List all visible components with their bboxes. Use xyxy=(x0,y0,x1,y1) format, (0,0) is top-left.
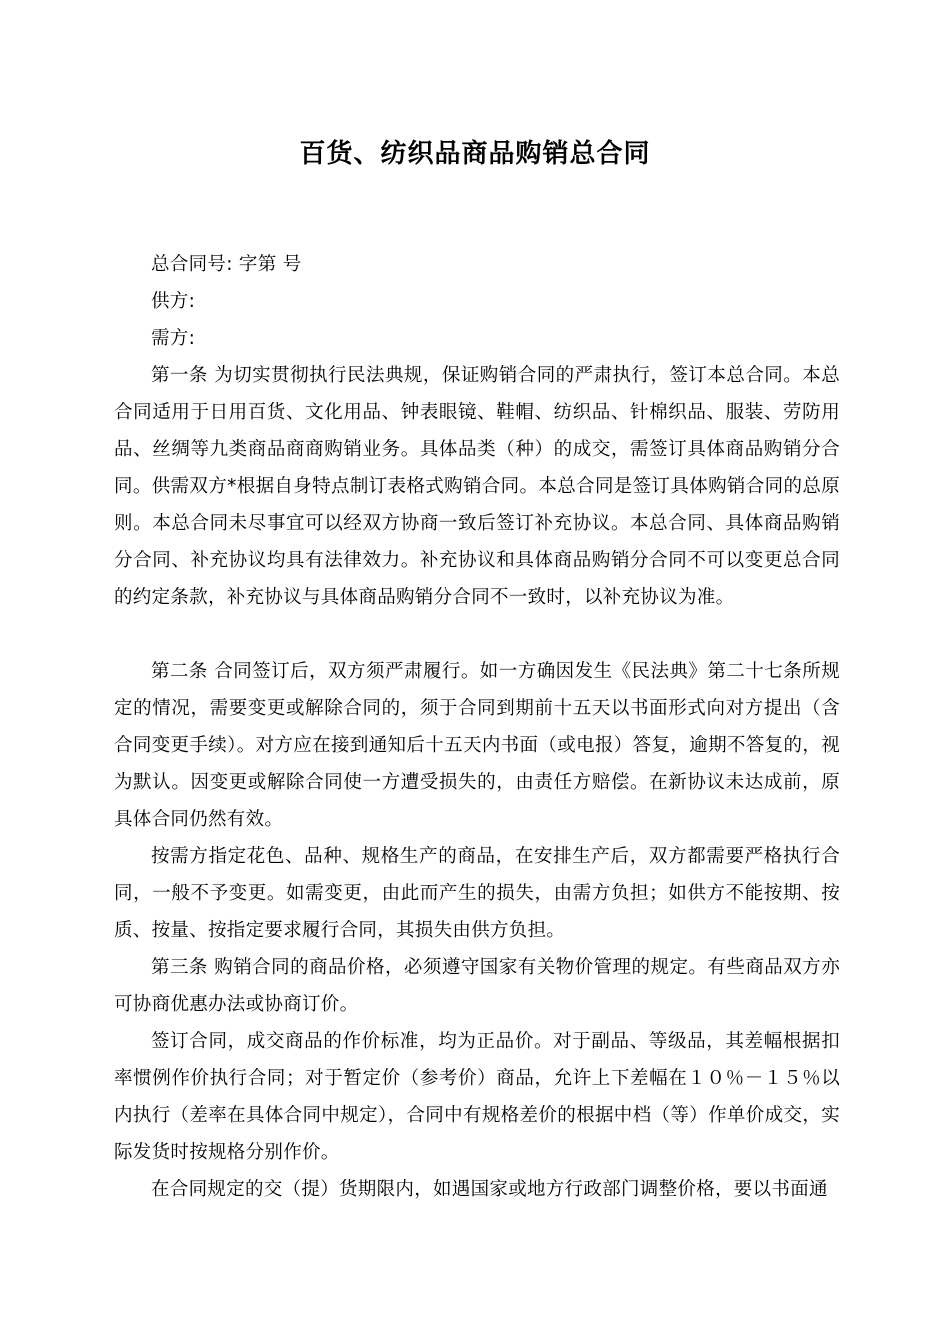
article-3-paragraph: 第三条 购销合同的商品价格，必须遵守国家有关物价管理的规定。有些商品双方亦可协商优惠办法或协商订价。 xyxy=(114,957,840,1015)
supplier-line: 供方: xyxy=(151,291,196,312)
buyer-line: 需方: xyxy=(151,328,196,349)
document-title: 百货、纺织品商品购销总合同 xyxy=(299,139,651,169)
article-3-pricing-standard-paragraph: 签订合同，成交商品的作价标准，均为正品价。对于副品、等级品，其差幅根据扣率惯例作价执行合同；对于暂定价（参考价）商品，允许上下差幅在１０％－１５％以内执行（差率在具体合同中规定），合同中有规格差价的根据中档（等）作单价成交，实际发货时按规格分别作价。 xyxy=(114,1031,840,1163)
article-3-price-adjustment-paragraph: 在合同规定的交（提）货期限内，如遇国家或地方行政部门调整价格，要以书面通 xyxy=(151,1179,828,1200)
article-2-custom-goods-paragraph: 按需方指定花色、品种、规格生产的商品，在安排生产后，双方都需要严格执行合同，一般不予变更。如需变更，由此而产生的损失，由需方负担；如供方不能按期、按质、按量、按指定要求履行合同，其损失由供方负担。 xyxy=(114,846,840,941)
document-body xyxy=(114,246,840,1208)
article-2-paragraph: 第二条 合同签订后，双方须严肃履行。如一方确因发生《民法典》第二十七条所规定的情况，需要变更或解除合同的，须于合同到期前十五天以书面形式向对方提出（含合同变更手续）。对方应在接到通知后十五天内书面（或电报）答复，逾期不答复的，视为默认。因变更或解除合同使一方遭受损失的，由责任方赔偿。在新协议未达成前，原具体合同仍然有效。 xyxy=(114,661,840,830)
article-1-paragraph: 第一条 为切实贯彻执行民法典规，保证购销合同的严肃执行，签订本总合同。本总合同适用于日用百货、文化用品、钟表眼镜、鞋帽、纺织品、针棉织品、服装、劳防用品、丝绸等九类商品商商购销业务。具体品类（种）的成交，需签订具体商品购销分合同。供需双方*根据自身特点制订表格式购销合同。本总合同是签订具体购销合同的总原则。本总合同未尽事宜可以经双方协商一致后签订补充协议。本总合同、具体商品购销分合同、补充协议均具有法律效力。补充协议和具体商品购销分合同不可以变更总合同的约定条款，补充协议与具体商品购销分合同不一致时，以补充协议为准。 xyxy=(114,365,840,608)
contract-number-line: 总合同号: 字第 号 xyxy=(151,254,302,275)
